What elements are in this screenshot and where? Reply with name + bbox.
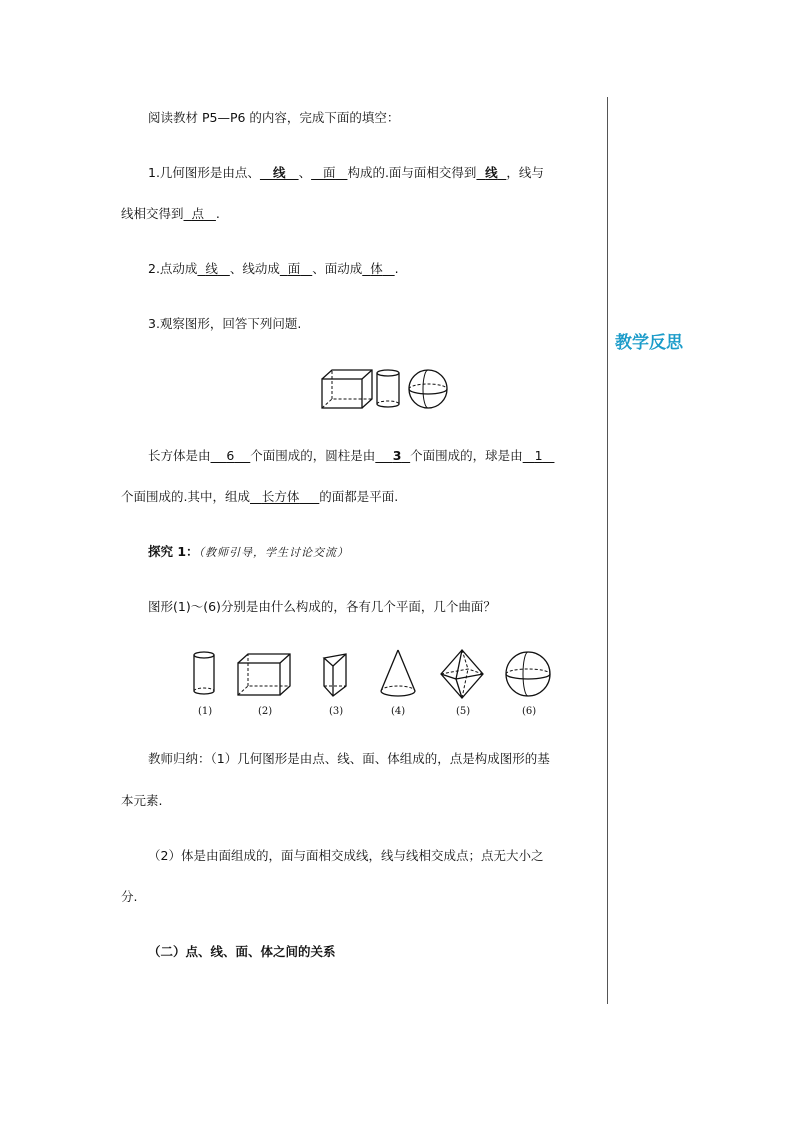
figure-label: (1) [198,706,213,717]
answer-blank: 线 [205,261,218,276]
answer-blank: 长方体 [261,489,300,504]
answer-blank: 6 [226,448,235,463]
answer-blank: 1 [534,448,543,463]
sphere-figure [409,370,447,408]
summary-line-3: （2）体是由面组成的，面与面相交成线，线与线相交成点；点无大小之 [148,848,544,863]
cylinder-figure [377,370,399,407]
figure-solids-1 [318,364,454,412]
answer-blank: 线 [273,165,286,180]
figure-3-prism [324,654,346,696]
figure-4-cone [381,650,415,696]
answer-blank: 面 [287,261,301,276]
figure-label: (2) [258,706,273,717]
explore-heading [148,544,349,561]
answer-blank: 3 [392,448,402,463]
figure-6-sphere [506,652,550,696]
figure-2-cuboid [238,654,290,695]
figure-solids-2 [186,646,556,720]
explore-note: （教师引导，学生讨论交流） [198,546,350,559]
summary-line-4: 分. [121,889,138,904]
figure-1-cylinder [194,652,214,694]
figure-label: (6) [522,706,537,717]
answer-line-1: 长方体是由 6 个面围成的，圆柱是由 3 个面围成的，球是由 1 [148,448,543,463]
cuboid-figure [322,370,372,408]
answer-line-2: 个面围成的.其中，组成 长方体 的面都是平面. [121,489,399,504]
answer-blank: 线 [485,165,498,180]
intro-text: 阅读教材 P5—P6 的内容，完成下面的填空： [148,110,400,125]
explore-title: 探究 1： [148,544,199,559]
figure-label: (4) [391,706,406,717]
figure-label: (5) [456,706,471,717]
question-1-line-2: 线相交得到 点 . [121,206,220,221]
column-divider [607,97,608,1004]
section-heading: （二）点、线、面、体之间的关系 [148,944,336,959]
summary-line-2: 本元素. [121,793,163,808]
question-2: 2.点动成 线 、线动成 面 、面动成 体 . [148,261,399,276]
question-1-line-1: 1.几何图形是由点、 线 、 面 构成的.面与面相交得到 线 ，线与 [148,165,544,180]
figure-question: 图形(1)～(6)分别是由什么构成的，各有几个平面，几个曲面？ [148,599,496,614]
teaching-reflection-title: 教学反思 [615,333,683,353]
figure-label: (3) [329,706,344,717]
answer-blank: 点 [191,206,204,221]
figure-5-octahedron [441,650,483,698]
answer-blank: 体 [370,261,383,276]
answer-blank: 面 [323,165,336,180]
summary-line-1: 教师归纳：（1）几何图形是由点、线、面、体组成的，点是构成图形的基 [148,751,550,766]
question-3: 3.观察图形，回答下列问题. [148,316,302,331]
